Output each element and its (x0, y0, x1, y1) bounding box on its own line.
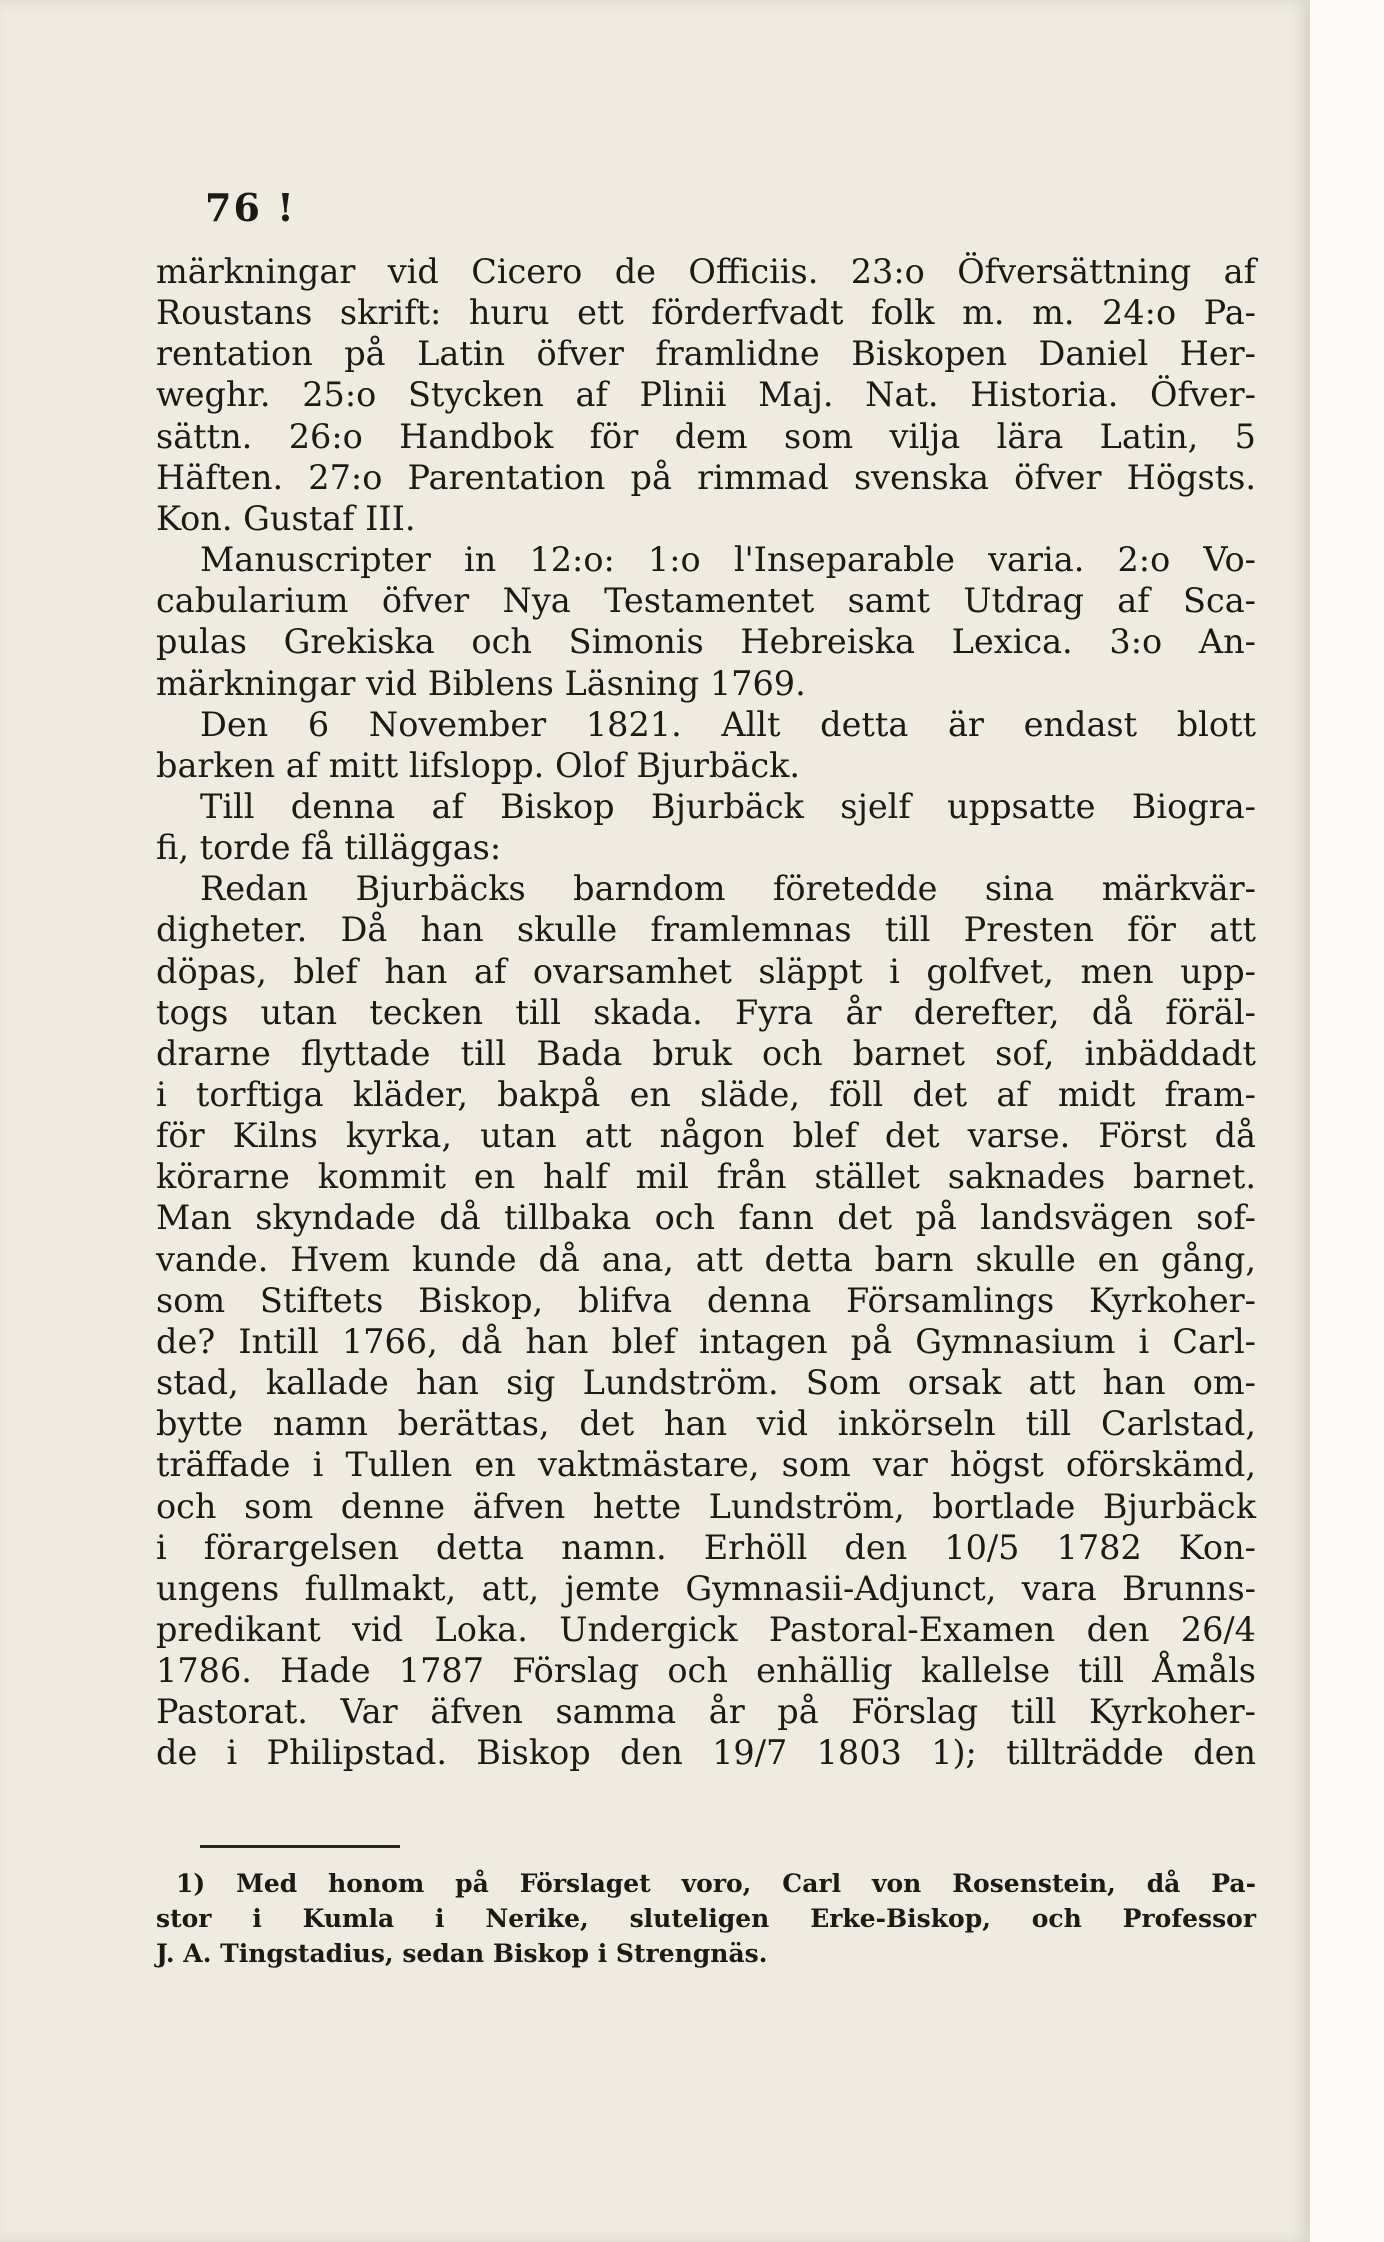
text-line: för Kilns kyrka, utan att någon blef det varse. Först då (156, 1116, 1256, 1156)
text-line: sättn. 26:o Handbok för dem som vilja lära Latin, 5 (156, 416, 1256, 456)
text-line: de? Intill 1766, då han blef intagen på Gymnasium i Carl- (156, 1321, 1256, 1361)
footnote-line: stor i Kumla i Nerike, sluteligen Erke-Biskop, och Professor (156, 1904, 1256, 1933)
text-line: Till denna af Biskop Bjurbäck sjelf uppsatte Biogra- (200, 786, 1256, 826)
text-line: predikant vid Loka. Undergick Pastoral-Examen den 26/4 (156, 1609, 1256, 1649)
page-number: 76 ! (205, 185, 296, 230)
text-line: de i Philipstad. Biskop den 19/7 1803 1); tillträdde den (156, 1733, 1256, 1773)
text-line: digheter. Då han skulle framlemnas till Presten för att (156, 910, 1256, 950)
footnote-divider (200, 1845, 400, 1848)
text-line: körarne kommit en half mil från stället saknades barnet. (156, 1157, 1256, 1197)
footnote-line: J. A. Tingstadius, sedan Biskop i Strengnäs. (156, 1939, 768, 1968)
text-line: togs utan tecken till skada. Fyra år derefter, då föräl- (156, 992, 1256, 1032)
text-line: vande. Hvem kunde då ana, att detta barn skulle en gång, (156, 1239, 1256, 1279)
text-line: döpas, blef han af ovarsamhet släppt i golfvet, men upp- (156, 951, 1256, 991)
page-margin (1310, 0, 1384, 2242)
text-line: och som denne äfven hette Lundström, bortlade Bjurbäck (156, 1486, 1256, 1526)
text-line: fi, torde få tilläggas: (156, 828, 502, 868)
footnote-line: 1) Med honom på Förslaget voro, Carl von Rosenstein, då Pa- (176, 1869, 1256, 1898)
text-line: märkningar vid Cicero de Officiis. 23:o Öfversättning af (156, 252, 1256, 291)
text-line: som Stiftets Biskop, blifva denna Församlings Kyrkoher- (156, 1280, 1256, 1320)
text-line: Manuscripter in 12:o: 1:o l'Inseparable varia. 2:o Vo- (200, 540, 1256, 580)
text-line: Häften. 27:o Parentation på rimmad svenska öfver Högsts. (156, 457, 1256, 497)
text-line: 1786. Hade 1787 Förslag och enhällig kallelse till Åmåls (156, 1651, 1256, 1691)
text-line: märkningar vid Biblens Läsning 1769. (156, 663, 806, 703)
text-line: stad, kallade han sig Lundström. Som orsak att han om- (156, 1363, 1256, 1403)
text-line: i förargelsen detta namn. Erhöll den 10/5 1782 Kon- (156, 1527, 1256, 1567)
text-line: barken af mitt lifslopp. Olof Bjurbäck. (156, 745, 801, 785)
text-line: Pastorat. Var äfven samma år på Förslag till Kyrkoher- (156, 1692, 1256, 1732)
text-line: cabularium öfver Nya Testamentet samt Utdrag af Sca- (156, 581, 1256, 621)
text-line: ungens fullmakt, att, jemte Gymnasii-Adjunct, vara Brunns- (156, 1568, 1256, 1608)
text-line: bytte namn berättas, det han vid inkörseln till Carlstad, (156, 1404, 1256, 1444)
text-line: Man skyndade då tillbaka och fann det på landsvägen sof- (156, 1198, 1256, 1238)
text-line: Redan Bjurbäcks barndom företedde sina märkvär- (200, 869, 1256, 909)
text-line: i torftiga kläder, bakpå en släde, föll det af midt fram- (156, 1075, 1256, 1114)
text-line: Den 6 November 1821. Allt detta är endast blott (200, 704, 1256, 744)
text-line: pulas Grekiska och Simonis Hebreiska Lexica. 3:o An- (156, 622, 1256, 662)
text-line: träffade i Tullen en vaktmästare, som var högst oförskämd, (156, 1445, 1256, 1485)
text-line: rentation på Latin öfver framlidne Biskopen Daniel Her- (156, 334, 1256, 374)
text-line: weghr. 25:o Stycken af Plinii Maj. Nat. Historia. Öfver- (156, 375, 1256, 415)
text-line: drarne flyttade till Bada bruk och barnet sof, inbäddadt (156, 1033, 1256, 1073)
text-line: Kon. Gustaf III. (156, 498, 416, 538)
text-line: Roustans skrift: huru ett förderfvadt folk m. m. 24:o Pa- (156, 293, 1256, 333)
